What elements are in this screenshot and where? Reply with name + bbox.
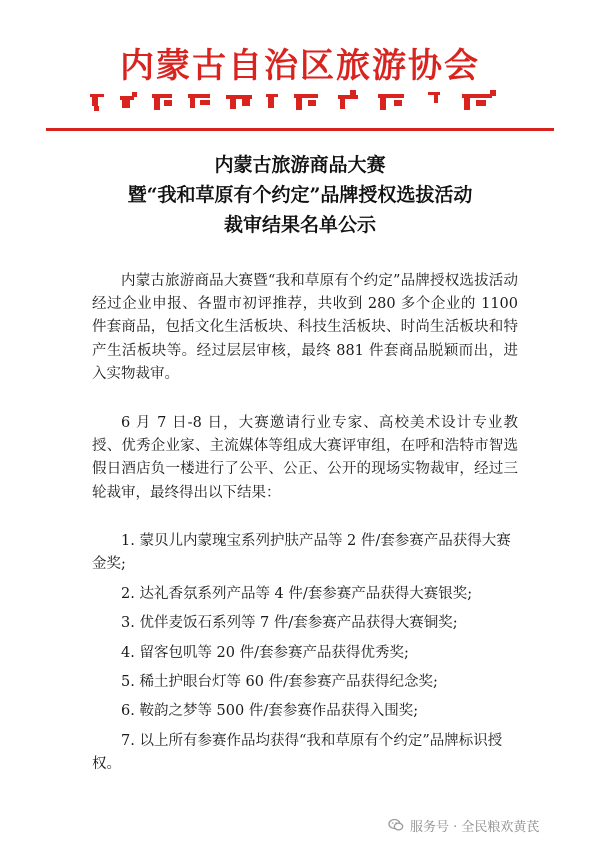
result-item-shortlist: 6. 鞍韵之梦等 500 件/套参赛作品获得入围奖;: [121, 703, 419, 719]
doc-title-line-1: 内蒙古旅游商品大赛: [214, 154, 386, 176]
letterhead-mongolian-script: [90, 86, 510, 114]
letterhead-org-name: 内蒙古自治区旅游协会: [120, 46, 480, 86]
letterhead-divider: [46, 128, 554, 131]
result-item-gold: 1. 蒙贝儿内蒙瑰宝系列护肤产品等 2 件/套参赛产品获得大赛金奖;: [92, 533, 511, 573]
review-paragraph: 6 月 7 日-8 日，大赛邀请行业专家、高校美术设计专业教授、优秀企业家、主流媒体等组成大赛评审组，在呼和浩特市智选假日酒店负一楼进行了公平、公正、公开的现场实物裁审，经过三轮裁审，最终得出以下结果：: [92, 415, 518, 501]
result-item-excellence: 4. 留客包叽等 20 件/套参赛产品获得优秀奖;: [121, 645, 409, 661]
intro-paragraph: 内蒙古旅游商品大赛暨“我和草原有个约定”品牌授权选拔活动经过企业申报、各盟市初评推荐，共收到 280 多个企业的 1100 件套商品，包括文化生活板块、科技生活板块、时尚生活板块和特产生活板块等。经过层层审核，最终 881 件套商品脱颖而出，进入实物裁审。: [92, 273, 518, 382]
result-item-silver: 2. 达礼香氛系列产品等 4 件/套参赛产品获得大赛银奖;: [121, 586, 473, 602]
watermark-label: 服务号 · 全民粮欢黄芪: [410, 819, 540, 835]
result-item-bronze: 3. 优伴麦饭石系列等 7 件/套参赛产品获得大赛铜奖;: [121, 615, 458, 631]
doc-title-line-2: 暨“我和草原有个约定”品牌授权选拔活动: [127, 184, 473, 206]
result-item-brand-license: 7. 以上所有参赛作品均获得“我和草原有个约定”品牌标识授权。: [92, 733, 503, 773]
result-item-commemorative: 5. 稀土护眼台灯等 60 件/套参赛产品获得纪念奖;: [121, 674, 438, 690]
doc-title-line-3: 裁审结果名单公示: [223, 214, 376, 236]
wechat-icon: [388, 817, 404, 833]
watermark: [388, 814, 539, 836]
